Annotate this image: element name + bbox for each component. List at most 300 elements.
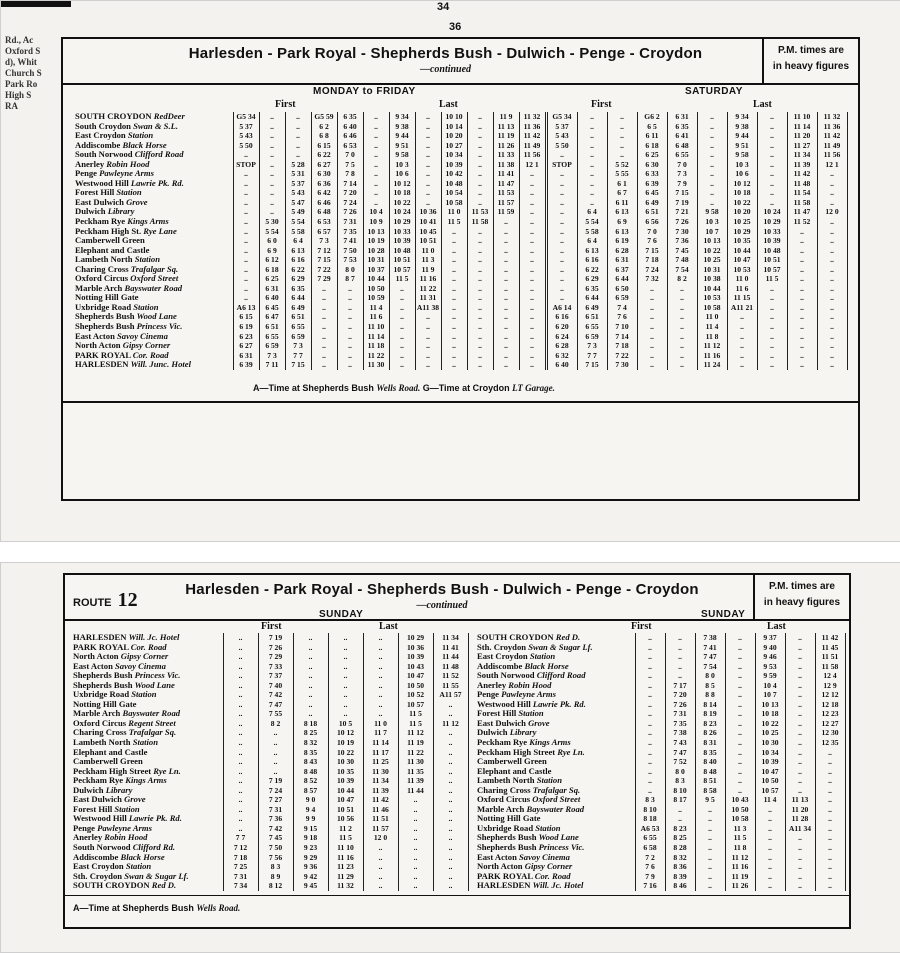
- time-cell: 11 30: [367, 360, 385, 370]
- stop-landmark: Pawleyne Arms: [99, 169, 154, 179]
- route-title-sunday: Harlesden - Park Royal - Shepherds Bush - Dulwich - Penge - Croydon: [185, 581, 699, 598]
- time-cell: ..: [374, 178, 378, 188]
- column-rule: [398, 633, 399, 891]
- stop-locality: SOUTH CROYDON: [73, 881, 152, 891]
- sunday-table-frame: [63, 573, 851, 929]
- time-cell: 10 35: [733, 236, 751, 246]
- stop-locality: Addiscombe: [477, 661, 525, 671]
- stop-locality: East Croydon: [75, 131, 128, 141]
- time-cell: 8 5: [705, 680, 715, 690]
- time-cell: 9 34: [735, 112, 749, 121]
- time-cell: ..: [308, 652, 313, 662]
- column-rule: [545, 112, 546, 370]
- stop-locality: Peckham Rye: [73, 776, 126, 786]
- time-cell: 6 29: [291, 274, 305, 284]
- time-cell: ..: [798, 843, 802, 853]
- time-cell: 10 36: [419, 207, 437, 217]
- time-cell: 6 56: [645, 217, 659, 227]
- time-cell: ..: [343, 633, 348, 642]
- time-cell: ..: [830, 322, 834, 332]
- time-cell: ..: [400, 302, 404, 312]
- time-row: [233, 322, 547, 332]
- stop-landmark: Kings Arms: [125, 776, 167, 786]
- time-row: [233, 217, 547, 227]
- stop-name: [477, 824, 637, 834]
- stop-name: [477, 757, 637, 767]
- time-cell: ..: [798, 652, 802, 662]
- time-cell: ..: [648, 718, 652, 728]
- time-cell: 11 4: [705, 322, 719, 332]
- time-cell: 7 36: [675, 236, 689, 246]
- time-cell: 11 36: [523, 121, 541, 131]
- stop-landmark: Trafalgar Sq.: [532, 785, 581, 795]
- time-cell: ..: [590, 140, 594, 150]
- time-row: [233, 360, 547, 370]
- time-cell: 8 43: [303, 757, 318, 767]
- time-cell: ..: [828, 747, 832, 757]
- sunday-table-bottom-rule: [65, 895, 849, 896]
- time-cell: ..: [738, 766, 742, 776]
- time-cell: ..: [770, 131, 774, 141]
- time-cell: ..: [560, 226, 564, 236]
- time-cell: ..: [800, 274, 804, 284]
- time-cell: ..: [648, 699, 652, 709]
- time-cell: 6 4: [587, 236, 597, 246]
- time-cell: 5 43: [555, 131, 569, 141]
- time-cell: ..: [504, 302, 508, 312]
- time-cell: ..: [650, 331, 654, 341]
- time-cell: 5 55: [615, 169, 629, 179]
- column-rule: [785, 633, 786, 891]
- time-cell: ..: [348, 312, 352, 322]
- time-cell: ..: [798, 690, 802, 700]
- time-cell: 8 3: [675, 776, 685, 786]
- time-cell: ..: [296, 112, 300, 121]
- time-row: [233, 274, 547, 284]
- column-rule: [433, 633, 434, 891]
- time-cell: ..: [650, 312, 654, 322]
- time-cell: ..: [740, 350, 744, 360]
- stop-locality: South Croydon: [75, 121, 134, 131]
- time-cell: ..: [738, 652, 742, 662]
- time-cell: 8 25: [673, 833, 687, 843]
- time-cell: 11 53: [471, 207, 489, 217]
- time-cell: ..: [413, 871, 418, 881]
- time-cell: ..: [768, 852, 772, 862]
- time-cell: ..: [530, 207, 534, 217]
- stop-landmark: Station: [518, 709, 544, 719]
- time-cell: 10 36: [406, 642, 425, 652]
- time-cell: ..: [244, 283, 248, 293]
- time-cell: ..: [296, 140, 300, 150]
- time-cell: ..: [560, 283, 564, 293]
- stop-locality: Addiscombe: [75, 140, 123, 150]
- time-cell: ..: [452, 331, 456, 341]
- time-cell: 8 18: [303, 718, 318, 728]
- time-cell: 6 4: [587, 207, 597, 217]
- time-cell: ..: [770, 302, 774, 312]
- time-cell: ..: [322, 312, 326, 322]
- time-cell: 10 52: [406, 690, 425, 700]
- first-label-sun-left: First: [261, 621, 282, 632]
- time-cell: 11 44: [442, 652, 459, 662]
- time-cell: 10 9: [369, 217, 383, 227]
- time-cell: 12 27: [821, 718, 839, 728]
- time-cell: ..: [830, 331, 834, 341]
- time-cell: ..: [648, 766, 652, 776]
- time-cell: 7 3: [319, 236, 329, 246]
- time-cell: ..: [530, 283, 534, 293]
- time-cell: ..: [478, 236, 482, 246]
- first-label-sun-right: First: [631, 621, 652, 632]
- time-cell: ..: [530, 264, 534, 274]
- time-cell: ..: [244, 217, 248, 227]
- time-cell: ..: [590, 197, 594, 207]
- time-cell: 8 10: [673, 785, 687, 795]
- stop-locality: HARLESDEN: [477, 881, 533, 891]
- stop-name: [73, 795, 225, 805]
- time-cell: 11 15: [733, 293, 751, 303]
- bleed-through-text: [5, 35, 42, 112]
- time-cell: 11 41: [497, 169, 515, 179]
- stop-landmark: Cor. Road: [534, 871, 571, 881]
- time-cell: ..: [770, 150, 774, 160]
- time-cell: 7 7: [587, 350, 597, 360]
- stop-landmark: Savoy Cinema: [519, 852, 570, 862]
- time-cell: ..: [828, 804, 832, 814]
- last-label-mf: Last: [439, 99, 458, 110]
- time-cell: ..: [238, 795, 243, 805]
- time-cell: 6 22: [317, 150, 331, 160]
- time-cell: 10 10: [445, 112, 463, 121]
- time-cell: ..: [238, 642, 243, 652]
- column-rule: [493, 112, 494, 370]
- time-cell: ..: [426, 178, 430, 188]
- stop-landmark: Cor. Road: [130, 642, 167, 652]
- time-cell: 8 52: [303, 776, 318, 786]
- time-row: [223, 872, 473, 882]
- time-cell: 7 55: [268, 709, 283, 719]
- column-rule: [607, 112, 608, 370]
- time-cell: ..: [798, 671, 802, 681]
- column-rule: [727, 112, 728, 370]
- column-rule: [519, 112, 520, 370]
- time-cell: ..: [308, 671, 313, 681]
- time-cell: 6 58: [643, 843, 657, 853]
- time-cell: 6 29: [585, 274, 599, 284]
- time-cell: ..: [426, 331, 430, 341]
- weekday-table-frame: [61, 37, 860, 501]
- stop-locality: South Norwood: [73, 843, 133, 853]
- time-cell: ..: [452, 360, 456, 370]
- time-cell: 7 31: [343, 217, 357, 227]
- time-cell: ..: [768, 823, 772, 833]
- time-cell: ..: [768, 871, 772, 881]
- time-cell: ..: [504, 274, 508, 284]
- stop-locality: North Acton: [477, 862, 525, 872]
- time-cell: ..: [273, 757, 278, 767]
- time-cell: 11 49: [823, 140, 841, 150]
- stop-landmark: Red D.: [555, 633, 581, 642]
- stop-name: [73, 662, 225, 672]
- time-cell: 7 24: [645, 264, 659, 274]
- time-cell: ..: [504, 236, 508, 246]
- time-cell: 7 18: [233, 852, 248, 862]
- time-cell: 11 42: [821, 633, 839, 642]
- stop-name: [477, 643, 637, 653]
- time-row: [233, 303, 547, 313]
- time-cell: ..: [590, 121, 594, 131]
- time-cell: 7 3: [677, 169, 687, 179]
- time-cell: 11 3: [733, 823, 747, 833]
- time-cell: 7 2: [645, 852, 655, 862]
- time-cell: ..: [738, 661, 742, 671]
- time-cell: 10 29: [393, 217, 411, 227]
- route-word: ROUTE: [73, 597, 112, 609]
- time-row: [223, 862, 473, 872]
- column-rule: [285, 112, 286, 370]
- time-cell: 7 14: [615, 331, 629, 341]
- time-cell: 12 1: [825, 159, 839, 169]
- time-cell: 8 58: [703, 785, 717, 795]
- time-cell: ..: [770, 197, 774, 207]
- time-cell: 10 7: [705, 226, 719, 236]
- time-cell: ..: [590, 150, 594, 160]
- stop-landmark: Grove: [528, 718, 550, 728]
- time-cell: 10 50: [731, 804, 749, 814]
- footnote-a-place: Wells Road.: [376, 383, 421, 393]
- time-cell: ..: [238, 718, 243, 728]
- time-cell: ..: [708, 814, 712, 824]
- time-row: [223, 643, 473, 653]
- time-cell: ..: [378, 862, 383, 872]
- day-heading-sat: SATURDAY: [685, 86, 743, 97]
- time-cell: 10 48: [445, 178, 463, 188]
- time-cell: 10 31: [703, 264, 721, 274]
- time-row: [233, 236, 547, 246]
- time-cell: 11 10: [793, 112, 811, 121]
- time-cell: 10 18: [733, 188, 751, 198]
- time-cell: 7 15: [645, 245, 659, 255]
- time-cell: ..: [238, 699, 243, 709]
- stop-locality: Sth. Croydon: [477, 642, 529, 652]
- stop-landmark: Gipsy Corner: [524, 862, 573, 872]
- stop-locality: Elephant and Castle: [73, 747, 148, 757]
- time-cell: 11 17: [372, 747, 389, 757]
- time-cell: 6 13: [615, 226, 629, 236]
- stop-locality: HARLESDEN: [73, 633, 129, 642]
- time-cell: ..: [800, 331, 804, 341]
- stop-locality: Dulwich: [73, 785, 106, 795]
- stop-locality: Charing Cross: [73, 728, 129, 738]
- time-cell: ..: [590, 112, 594, 121]
- column-rule: [337, 112, 338, 370]
- time-cell: 11 45: [821, 642, 839, 652]
- time-cell: ..: [708, 871, 712, 881]
- time-cell: ..: [448, 814, 453, 824]
- time-cell: 10 31: [367, 255, 385, 265]
- time-cell: 8 46: [673, 881, 687, 891]
- time-cell: ..: [478, 159, 482, 169]
- time-cell: ..: [426, 197, 430, 207]
- time-row: [223, 719, 473, 729]
- time-cell: 10 13: [703, 236, 721, 246]
- time-cell: ..: [238, 709, 243, 719]
- time-cell: ..: [560, 245, 564, 255]
- time-cell: 6 20: [555, 322, 569, 332]
- time-cell: ..: [270, 188, 274, 198]
- time-cell: 9 42: [303, 871, 318, 881]
- time-cell: ..: [400, 331, 404, 341]
- stop-name: [477, 671, 637, 681]
- time-cell: ..: [374, 150, 378, 160]
- time-row: [223, 824, 473, 834]
- time-cell: 11 39: [407, 776, 424, 786]
- time-cell: ..: [768, 804, 772, 814]
- stop-name: [477, 738, 637, 748]
- stop-locality: Lambeth North: [75, 255, 135, 265]
- time-cell: ..: [710, 121, 714, 131]
- time-cell: ..: [238, 757, 243, 767]
- stop-name: [477, 748, 637, 758]
- stop-landmark: Wood Lane: [134, 680, 175, 690]
- bleed-through-line: Rd., Ac: [5, 35, 34, 45]
- time-cell: ..: [374, 188, 378, 198]
- time-cell: ..: [400, 350, 404, 360]
- time-cell: 9 23: [303, 843, 318, 853]
- time-cell: ..: [648, 757, 652, 767]
- stop-locality: Notting Hill Gate: [73, 699, 137, 709]
- time-cell: ..: [830, 341, 834, 351]
- time-cell: ..: [560, 217, 564, 227]
- time-cell: 6 9: [617, 217, 627, 227]
- time-cell: ..: [448, 709, 453, 719]
- stop-locality: Shepherds Bush: [477, 843, 539, 853]
- time-cell: ..: [770, 169, 774, 179]
- time-cell: 10 47: [406, 671, 425, 681]
- column-rule: [845, 633, 846, 891]
- time-cell: ..: [413, 852, 418, 862]
- time-cell: 7 32: [645, 274, 659, 284]
- stop-name: [477, 767, 637, 777]
- time-cell: ..: [680, 350, 684, 360]
- page-number-second: 36: [449, 21, 462, 33]
- stop-landmark: Rye Ln.: [557, 747, 585, 757]
- time-cell: 7 42: [268, 690, 283, 700]
- stop-locality: Penge: [75, 169, 100, 179]
- time-cell: ..: [530, 169, 534, 179]
- time-cell: 11 51: [372, 814, 389, 824]
- torn-edge: [1, 1, 71, 7]
- time-cell: 8 2: [677, 274, 687, 284]
- time-cell: 10 47: [336, 795, 355, 805]
- time-cell: ..: [478, 226, 482, 236]
- stop-name: [477, 690, 637, 700]
- column-rule: [415, 112, 416, 370]
- sunday-times-left: [223, 633, 473, 891]
- stop-name: [73, 700, 225, 710]
- time-cell: 8 0: [345, 264, 355, 274]
- stop-locality: Penge: [477, 690, 502, 700]
- time-cell: ..: [798, 661, 802, 671]
- stop-locality: Oxford Circus: [477, 795, 533, 805]
- time-cell: 11 39: [793, 159, 811, 169]
- time-cell: 12 12: [821, 690, 839, 700]
- time-cell: ..: [270, 197, 274, 207]
- time-cell: 7 50: [343, 245, 357, 255]
- time-cell: 11 5: [447, 217, 461, 227]
- stop-locality: Anerley: [75, 159, 107, 169]
- stop-landmark: Clifford Road: [536, 671, 586, 681]
- stop-name: [75, 246, 235, 256]
- time-cell: 11 18: [367, 341, 385, 351]
- time-cell: ..: [238, 661, 243, 671]
- time-cell: 10 3: [735, 159, 749, 169]
- time-cell: 8 2: [270, 718, 281, 728]
- time-cell: ..: [620, 150, 624, 160]
- time-cell: ..: [400, 283, 404, 293]
- stop-locality: Oxford Circus: [75, 274, 131, 284]
- time-cell: 7 0: [677, 159, 687, 169]
- time-cell: ..: [800, 322, 804, 332]
- time-cell: 11 20: [793, 131, 811, 141]
- stop-landmark: Princess Vic.: [134, 671, 181, 681]
- time-cell: 8 14: [703, 699, 717, 709]
- time-cell: ..: [798, 833, 802, 843]
- time-cell: 8 36: [673, 862, 687, 872]
- stop-landmark: Black Horse: [524, 661, 569, 671]
- time-cell: ..: [770, 188, 774, 198]
- stop-landmark: RedDeer: [153, 112, 185, 121]
- time-row: [233, 188, 547, 198]
- time-cell: 11 12: [442, 718, 459, 728]
- time-cell: ..: [448, 785, 453, 795]
- stop-name: [73, 767, 225, 777]
- time-cell: 6 36: [317, 178, 331, 188]
- time-row: [223, 738, 473, 748]
- time-cell: 11 0: [735, 274, 749, 284]
- time-cell: G6 2: [644, 112, 660, 121]
- time-cell: 7 19: [268, 633, 283, 642]
- time-cell: ..: [828, 862, 832, 872]
- time-cell: ..: [740, 322, 744, 332]
- stop-name: [75, 227, 235, 237]
- time-cell: ..: [448, 699, 453, 709]
- time-cell: ..: [296, 121, 300, 131]
- time-cell: A6 13: [236, 302, 256, 312]
- column-rule: [223, 633, 224, 891]
- time-cell: ..: [244, 293, 248, 303]
- time-cell: ..: [413, 804, 418, 814]
- time-cell: ..: [413, 843, 418, 853]
- time-cell: 7 31: [673, 709, 687, 719]
- time-cell: A11 57: [439, 690, 462, 700]
- time-cell: ..: [504, 312, 508, 322]
- time-cell: ..: [560, 264, 564, 274]
- time-cell: ..: [400, 360, 404, 370]
- time-cell: ..: [680, 283, 684, 293]
- time-cell: ..: [798, 718, 802, 728]
- column-rule: [363, 112, 364, 370]
- time-row: [223, 843, 473, 853]
- time-cell: 10 30: [761, 738, 779, 748]
- time-cell: 9 5: [705, 795, 715, 805]
- time-cell: ..: [650, 350, 654, 360]
- time-cell: 11 26: [731, 881, 749, 891]
- stop-landmark: Cor. Road: [132, 350, 169, 360]
- stop-landmark: Robin Hood: [508, 680, 552, 690]
- time-cell: ..: [830, 245, 834, 255]
